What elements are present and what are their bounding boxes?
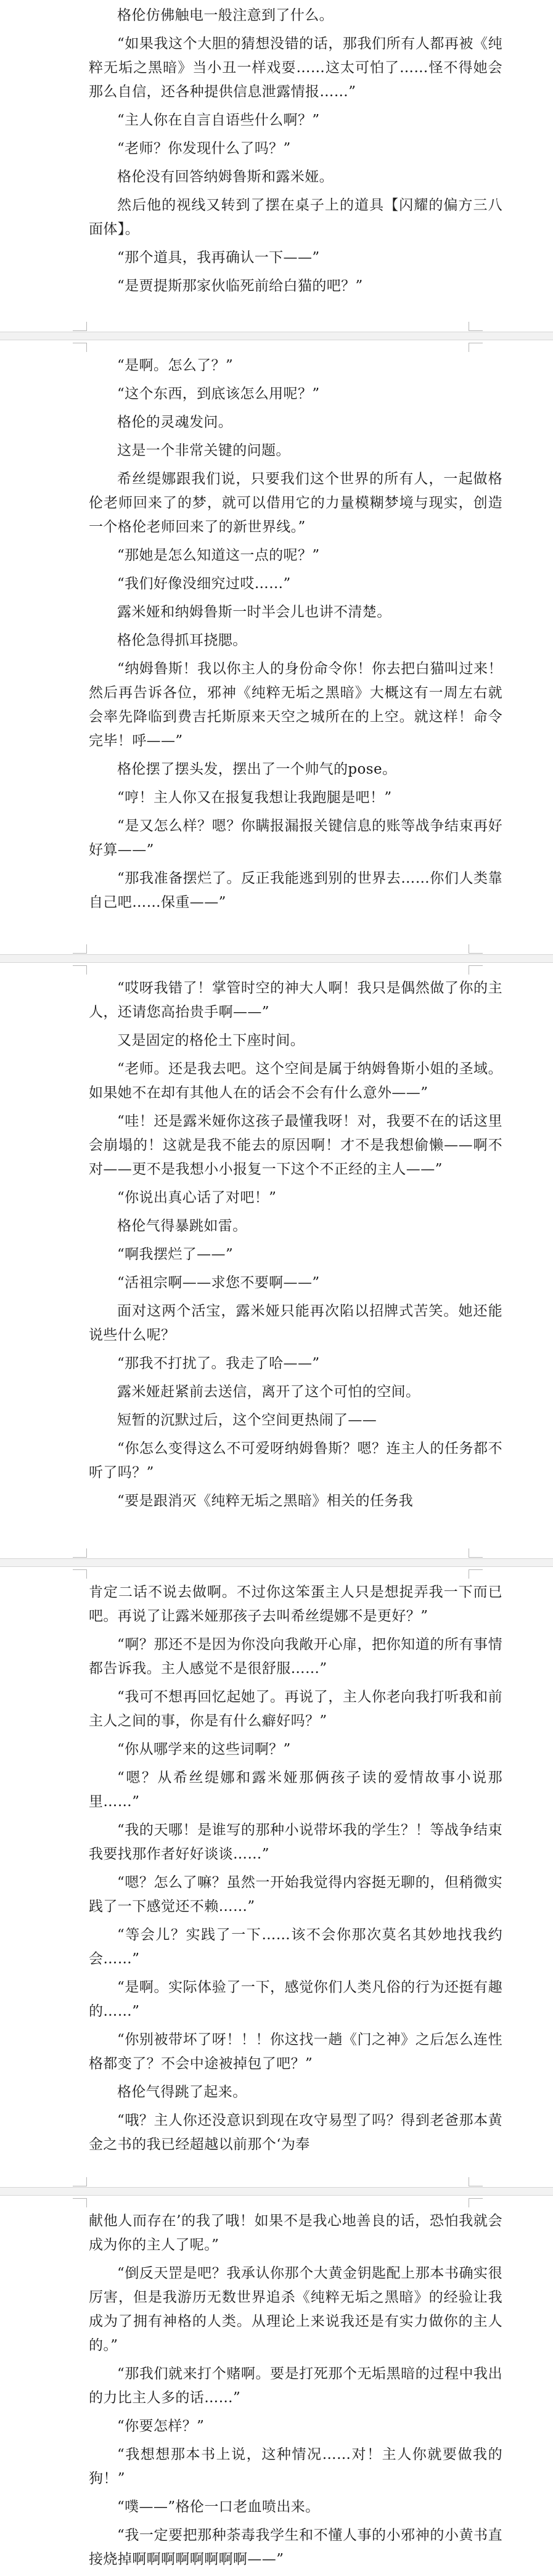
paragraph: “哇！还是露米娅你这孩子最懂我呀！对，我要不在的话这里会崩塌的！这就是我不能去的原因啊！才不是我想偷懒——啊不对——更不是我想小小报复一下这个不正经的主人——”: [89, 1113, 502, 1177]
page-5-text: [0, 2209, 553, 2576]
paragraph: 格伦气得跳了起来。: [117, 2084, 247, 2100]
paragraph: 格伦的灵魂发问。: [117, 414, 233, 430]
crop-mark: [469, 965, 483, 975]
page-break: [0, 954, 553, 963]
page-break: [0, 332, 553, 340]
paragraph: 肯定二话不说去做啊。不过你这笨蛋主人只是想捉弄我一下而已吧。再说了让露米娅那孩子去叫希丝缇娜不是更好？”: [89, 1584, 502, 1624]
paragraph: “是又怎么样？嗯？你瞒报漏报关键信息的账等战争结束再好好算——”: [89, 818, 502, 858]
crop-mark: [469, 322, 483, 331]
page-3-text: [0, 976, 553, 1518]
crop-mark: [469, 944, 483, 954]
paragraph: “如果我这个大胆的猜想没错的话，那我们所有人都再被《纯粹无垢之黑暗》当小丑一样戏耍……这太可怕了……怪不得她会那么自信，还各种提供信息泄露情报……”: [89, 36, 502, 100]
paragraph: “你怎么变得这么不可爱呀纳姆鲁斯？嗯？连主人的任务都不听了吗？”: [89, 1441, 502, 1481]
paragraph: 露米娅赶紧前去送信，离开了这个可怕的空间。: [117, 1384, 420, 1400]
paragraph: 格伦气得暴跳如雷。: [117, 1218, 247, 1234]
crop-mark: [73, 1569, 87, 1579]
crop-mark: [469, 2198, 483, 2207]
paragraph: 格伦摆了摆头发，摆出了一个帅气的pose。: [117, 761, 397, 777]
paragraph: 献他人而存在’的我了哦！如果不是我心地善良的话，恐怕我就会成为你的主人了呢。”: [89, 2213, 502, 2253]
paragraph: “啊？那还不是因为你没向我敞开心扉，把你知道的所有事情都告诉我。主人感觉不是很舒服……”: [89, 1637, 502, 1677]
paragraph: 然后他的视线又转到了摆在桌子上的道具【闪耀的偏方三八面体】。: [89, 197, 502, 237]
paragraph: “你别被带坏了呀！！！你这找一趟《门之神》之后怎么连性格都变了？不会中途被掉包了吧？”: [89, 2032, 502, 2072]
crop-mark: [469, 1548, 483, 1558]
paragraph: 这是一个非常关键的问题。: [117, 443, 290, 459]
paragraph: “哦？主人你还没意识到现在攻守易型了吗？得到老爸那本黄金之书的我已经超越以前那个‘为奉: [89, 2112, 502, 2153]
paragraph: “是啊。实际体验了一下，感觉你们人类凡俗的行为还挺有趣的……”: [89, 1979, 502, 2019]
paragraph: “倒反天罡是吧？我承认你那个大黄金钥匙配上那本书确实很厉害，但是我游历无数世界追杀《纯粹无垢之黑暗》的经验让我成为了拥有神格的人类。从理论上来说我还是有实力做你的主人的。”: [89, 2265, 502, 2353]
paragraph: “哎呀我错了！掌管时空的神大人啊！我只是偶然做了你的主人，还请您高抬贵手啊——”: [89, 980, 502, 1020]
paragraph: “要是跟消灭《纯粹无垢之黑暗》相关的任务我: [117, 1493, 414, 1509]
paragraph: “老师？你发现什么了吗？”: [117, 141, 291, 157]
page-2-text: [0, 354, 553, 919]
paragraph: “你要怎样？”: [117, 2418, 205, 2434]
paragraph: “你从哪学来的这些词啊？”: [117, 1741, 291, 1757]
paragraph: “哼！主人你又在报复我想让我跑腿是吧！”: [117, 790, 392, 806]
paragraph: 露米娅和纳姆鲁斯一时半会儿也讲不清楚。: [117, 604, 391, 620]
paragraph: “那她是怎么知道这一点的呢？”: [117, 547, 320, 563]
crop-mark: [73, 1548, 87, 1558]
paragraph: “老师。还是我去吧。这个空间是属于纳姆鲁斯小姐的圣域。如果她不在却有其他人在的话会不会有什么意外——”: [89, 1061, 502, 1101]
paragraph: 格伦没有回答纳姆鲁斯和露米娅。: [117, 169, 334, 185]
paragraph: “我想想那本书上说，这种情况……对！主人你就要做我的狗！”: [89, 2447, 502, 2487]
paragraph: “主人你在自言自语些什么啊？”: [117, 112, 320, 128]
crop-mark: [469, 343, 483, 352]
paragraph: “等会儿？实践了一下……该不会你那次莫名其妙地找我约会……”: [89, 1927, 502, 1967]
paragraph: 格伦仿佛触电一般注意到了什么。: [117, 7, 334, 23]
crop-mark: [73, 2177, 87, 2186]
paragraph: “这个东西，到底该怎么用呢？”: [117, 386, 320, 402]
paragraph: “嗯？从希丝缇娜和露米娅那俩孩子读的爱情故事小说那里……”: [89, 1770, 502, 1810]
crop-mark: [469, 2177, 483, 2186]
paragraph: “那我们就来打个赌啊。要是打死那个无垢黑暗的过程中我出的力比主人多的话……”: [89, 2366, 502, 2406]
crop-mark: [73, 965, 87, 975]
paragraph: “纳姆鲁斯！我以你主人的身份命令你！你去把白猫叫过来！然后再告诉各位，邪神《纯粹无垢之黑暗》大概这有一周左右就会率先降临到费吉托斯原来天空之城所在的上空。就这样！命令完毕！呼——”: [89, 661, 502, 749]
crop-mark: [73, 944, 87, 954]
paragraph: 格伦急得抓耳挠腮。: [117, 632, 247, 648]
paragraph: “噗——”格伦一口老血喷出来。: [117, 2499, 320, 2515]
crop-mark: [73, 2198, 87, 2207]
paragraph: “是贾提斯那家伙临死前给白猫的吧？”: [117, 278, 363, 294]
crop-mark: [73, 343, 87, 352]
paragraph: “活祖宗啊——求您不要啊——”: [117, 1275, 320, 1291]
paragraph: 希丝缇娜跟我们说，只要我们这个世界的所有人，一起做格伦老师回来了的梦，就可以借用它的力量模糊梦境与现实，创造一个格伦老师回来了的新世界线。”: [89, 471, 502, 535]
paragraph: “那我不打扰了。我走了哈——”: [117, 1355, 320, 1372]
crop-mark: [73, 322, 87, 331]
paragraph: “我的天哪！是谁写的那种小说带坏我的学生？！等战争结束我要找那作者好好谈谈……”: [89, 1822, 502, 1862]
paragraph: “我可不想再回忆起她了。再说了，主人你老向我打听我和前主人之间的事，你是有什么癖好吗？”: [89, 1689, 502, 1729]
paragraph: 面对这两个活宝，露米娅只能再次陷以招牌式苦笑。她还能说些什么呢？: [89, 1303, 502, 1343]
paragraph: 又是固定的格伦土下座时间。: [117, 1032, 305, 1049]
paragraph: “我们好像没细究过哎……”: [117, 576, 291, 592]
paragraph: “是啊。怎么了？”: [117, 358, 234, 374]
page-break: [0, 2187, 553, 2196]
paragraph: “啊我摆烂了——”: [117, 1246, 234, 1262]
paragraph: “那我准备摆烂了。反正我能逃到别的世界去……你们人类靠自己吧……保重——”: [89, 870, 502, 910]
page-break: [0, 1558, 553, 1567]
paragraph: “嗯？怎么了嘛？虽然一开始我觉得内容挺无聊的，但稍微实践了一下感觉还不赖……”: [89, 1875, 502, 1915]
paragraph: 短暂的沉默过后，这个空间更热闹了——: [117, 1412, 377, 1428]
paragraph: “那个道具，我再确认一下——”: [117, 250, 320, 266]
paragraph: “你说出真心话了对吧！”: [117, 1190, 277, 1206]
page-1-text: [0, 4, 553, 303]
crop-mark: [469, 1569, 483, 1579]
page-4-text: [0, 1580, 553, 2161]
paragraph: “我一定要把那种荼毒我学生和不懂人事的小邪神的小黄书直接烧掉啊啊啊啊啊啊啊啊——”: [89, 2527, 502, 2567]
